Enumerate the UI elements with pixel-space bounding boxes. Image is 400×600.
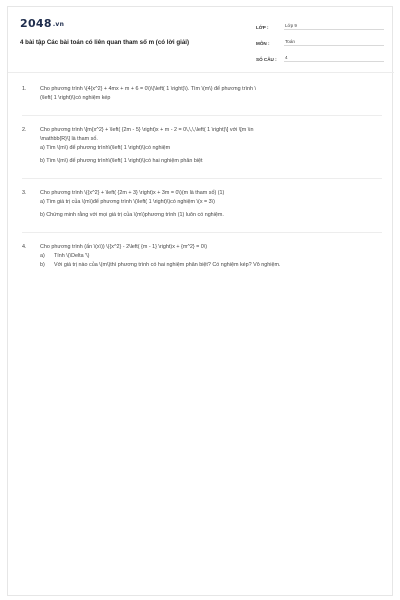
meta-value: Lớp 9 bbox=[284, 23, 384, 30]
question-item bbox=[22, 189, 382, 233]
meta-row-count bbox=[256, 49, 384, 62]
meta-value: Toán bbox=[284, 39, 384, 46]
question-subpart bbox=[40, 261, 382, 270]
document-page bbox=[7, 6, 393, 596]
question-item bbox=[22, 243, 382, 282]
subpart-label: b) bbox=[40, 262, 45, 268]
document-title: 4 bài tập Các bài toán có liên quan tham số m (có lời giải) bbox=[20, 39, 190, 46]
question-subpart bbox=[40, 252, 382, 261]
question-number: 1. bbox=[22, 86, 27, 92]
question-text: Cho phương trình (ẩn \(x\)) \({x^2} - 2\left( {m - 1} \right)x + {m^2} = 0\) bbox=[40, 244, 208, 250]
meta-label: SỐ CÂU : bbox=[256, 57, 277, 62]
meta-row-subject bbox=[256, 33, 384, 46]
question-number: 3. bbox=[22, 190, 27, 196]
question-text: (\left( 1 \right)\)có nghiệm kép bbox=[40, 95, 111, 101]
question-text: Cho phương trình \(4{x^2} + 4mx + m + 6 = 0\)\(\left( 1 \right)\). Tìm \(m\) để phương trình \ bbox=[40, 86, 256, 92]
meta-row-grade bbox=[256, 17, 384, 30]
question-number: 4. bbox=[22, 244, 27, 250]
subpart-label: a) bbox=[40, 253, 45, 259]
question-number: 2. bbox=[22, 127, 27, 133]
question-text: Cho phương trình \[m{x^2} + \left( {2m - 5} \right)x + m - 2 = 0\,\,\,\left( 1 \right)\] với \[m \in bbox=[40, 127, 254, 133]
question-part: b) Chứng minh rằng với mọi giá trị của \(m\)phương trình (1) luôn có nghiệm. bbox=[40, 212, 224, 218]
logo-suffix: .vn bbox=[52, 20, 65, 28]
question-item bbox=[22, 85, 382, 116]
question-item bbox=[22, 126, 382, 179]
questions-list bbox=[22, 85, 382, 292]
question-part: a) Tìm giá trị của \(m\)để phương trình \(\left( 1 \right)\)có nghiệm \(x = 3\) bbox=[40, 199, 215, 205]
document-header bbox=[8, 7, 394, 73]
question-text: \mathbb{R}\] là tham số. bbox=[40, 136, 98, 142]
document-meta bbox=[256, 17, 384, 65]
question-part: a) Tìm \(m\) để phương trình\(\left( 1 \right)\)có nghiệm bbox=[40, 145, 171, 151]
meta-label: LỚP : bbox=[256, 25, 269, 30]
question-text: Cho phương trình \({x^2} + \left( {2m + 3} \right)x + 3m = 0\)(m là tham số) (1) bbox=[40, 190, 225, 196]
subpart-text: Tính \(\Delta '\) bbox=[54, 253, 90, 259]
logo-text: 2048 bbox=[20, 17, 52, 30]
site-logo[interactable] bbox=[20, 17, 64, 30]
meta-value: 4 bbox=[284, 55, 384, 62]
meta-label: MÔN : bbox=[256, 41, 270, 46]
question-part: b) Tìm \(m\) để phương trình\(\left( 1 \right)\)có hai nghiệm phân biệt bbox=[40, 158, 203, 164]
subpart-text: Với giá trị nào của \(m\)thì phương trình có hai nghiệm phân biệt? Có nghiệm kép? Vô nghiệm. bbox=[54, 262, 281, 268]
